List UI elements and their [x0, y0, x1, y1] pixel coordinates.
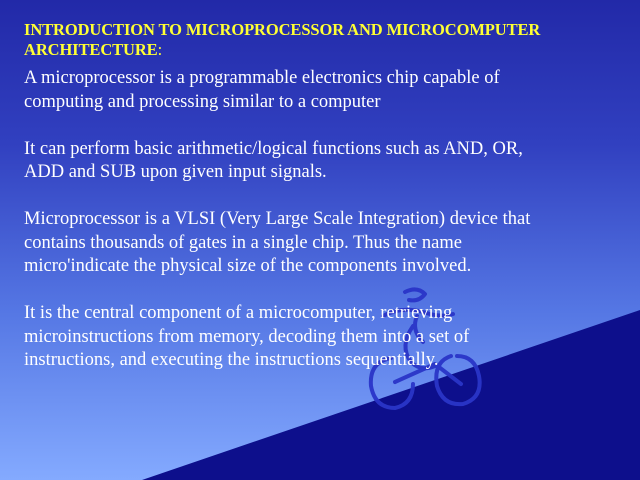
text-line: contains thousands of gates in a single chip. Thus the name: [24, 232, 462, 253]
paragraph-vlsi: [24, 208, 624, 279]
text-line: It can perform basic arithmetic/logical functions such as AND, OR,: [24, 138, 523, 159]
text-line: ADD and SUB upon given input signals.: [24, 162, 327, 182]
text-line: computing and processing similar to a computer: [24, 91, 381, 112]
text-line: micro'indicate the physical size of the components involved.: [24, 256, 472, 276]
slide-title-colon: :: [157, 40, 163, 59]
slide-title-text: INTRODUCTION TO MICROPROCESSOR AND MICROCOMPUTER ARCHITECTURE: [24, 20, 541, 59]
slide-title: [24, 20, 624, 60]
paragraph-definition: [24, 67, 624, 114]
text-line: instructions, and executing the instructions sequentially.: [24, 350, 439, 370]
text-line: A microprocessor is a programmable electronics chip capable of: [24, 68, 500, 88]
text-line: It is the central component of a microcomputer, retrieving: [24, 303, 453, 323]
paragraph-functions: [24, 138, 624, 185]
slide-body: [24, 67, 624, 396]
paragraph-central-component: [24, 302, 624, 373]
text-line: microinstructions from memory, decoding them into a set of: [24, 326, 470, 347]
text-line: Microprocessor is a VLSI (Very Large Scale Integration) device that: [24, 209, 531, 229]
